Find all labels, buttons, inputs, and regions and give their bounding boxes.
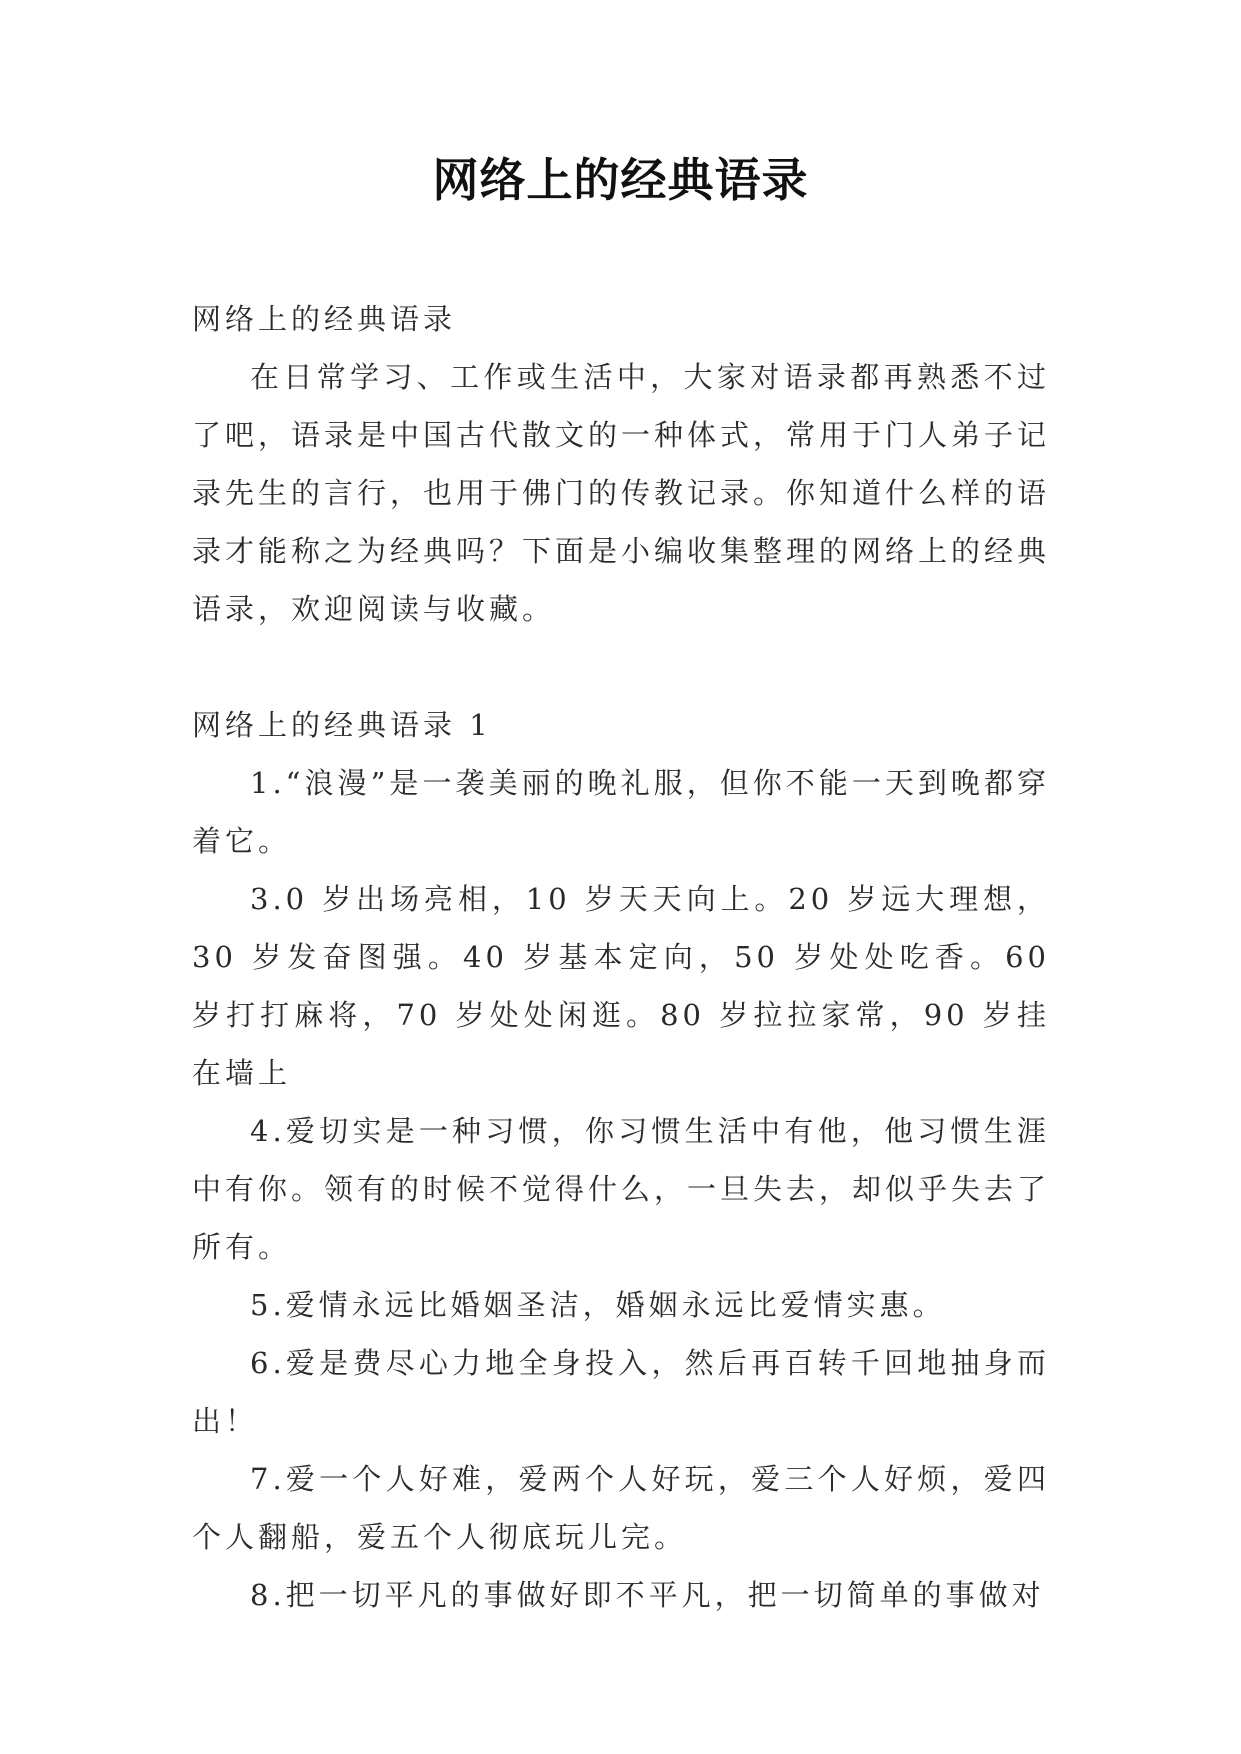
quote-item: 5.爱情永远比婚姻圣洁，婚姻永远比爱情实惠。	[250, 1288, 946, 1322]
intro-paragraph: 在日常学习、工作或生活中，大家对语录都再熟悉不过了吧，语录是中国古代散文的一种体式，常用于门人弟子记录先生的言行，也用于佛门的传教记录。你知道什么样的语录才能称之为经典吗？下面是小编收集整理的网络上的经典语录，欢迎阅读与收藏。	[192, 360, 1051, 626]
quote-item: 1.“浪漫”是一袭美丽的晚礼服，但你不能一天到晚都穿着它。	[192, 766, 1050, 858]
quote-item: 7.爱一个人好难，爱两个人好玩，爱三个人好烦，爱四个人翻船，爱五个人彻底玩儿完。	[192, 1462, 1050, 1554]
quote-item: 4.爱切实是一种习惯，你习惯生活中有他，他习惯生涯中有你。领有的时候不觉得什么，一旦失去，却似乎失去了所有。	[192, 1114, 1051, 1264]
subtitle: 网络上的经典语录	[192, 302, 457, 336]
document-body	[192, 290, 1050, 1624]
section-heading: 网络上的经典语录 1	[192, 708, 492, 742]
quote-item: 8.把一切平凡的事做好即不平凡，把一切简单的事做对	[250, 1578, 1045, 1612]
document-title: 网络上的经典语录	[432, 153, 809, 207]
quote-item: 3.0 岁出场亮相，10 岁天天向上。20 岁远大理想，30 岁发奋图强。40 岁基本定向，50 岁处处吃香。60 岁打打麻将，70 岁处处闲逛。80 岁拉拉家常，90 岁挂在墙上	[192, 882, 1050, 1090]
quote-item: 6.爱是费尽心力地全身投入，然后再百转千回地抽身而出！	[192, 1346, 1050, 1438]
